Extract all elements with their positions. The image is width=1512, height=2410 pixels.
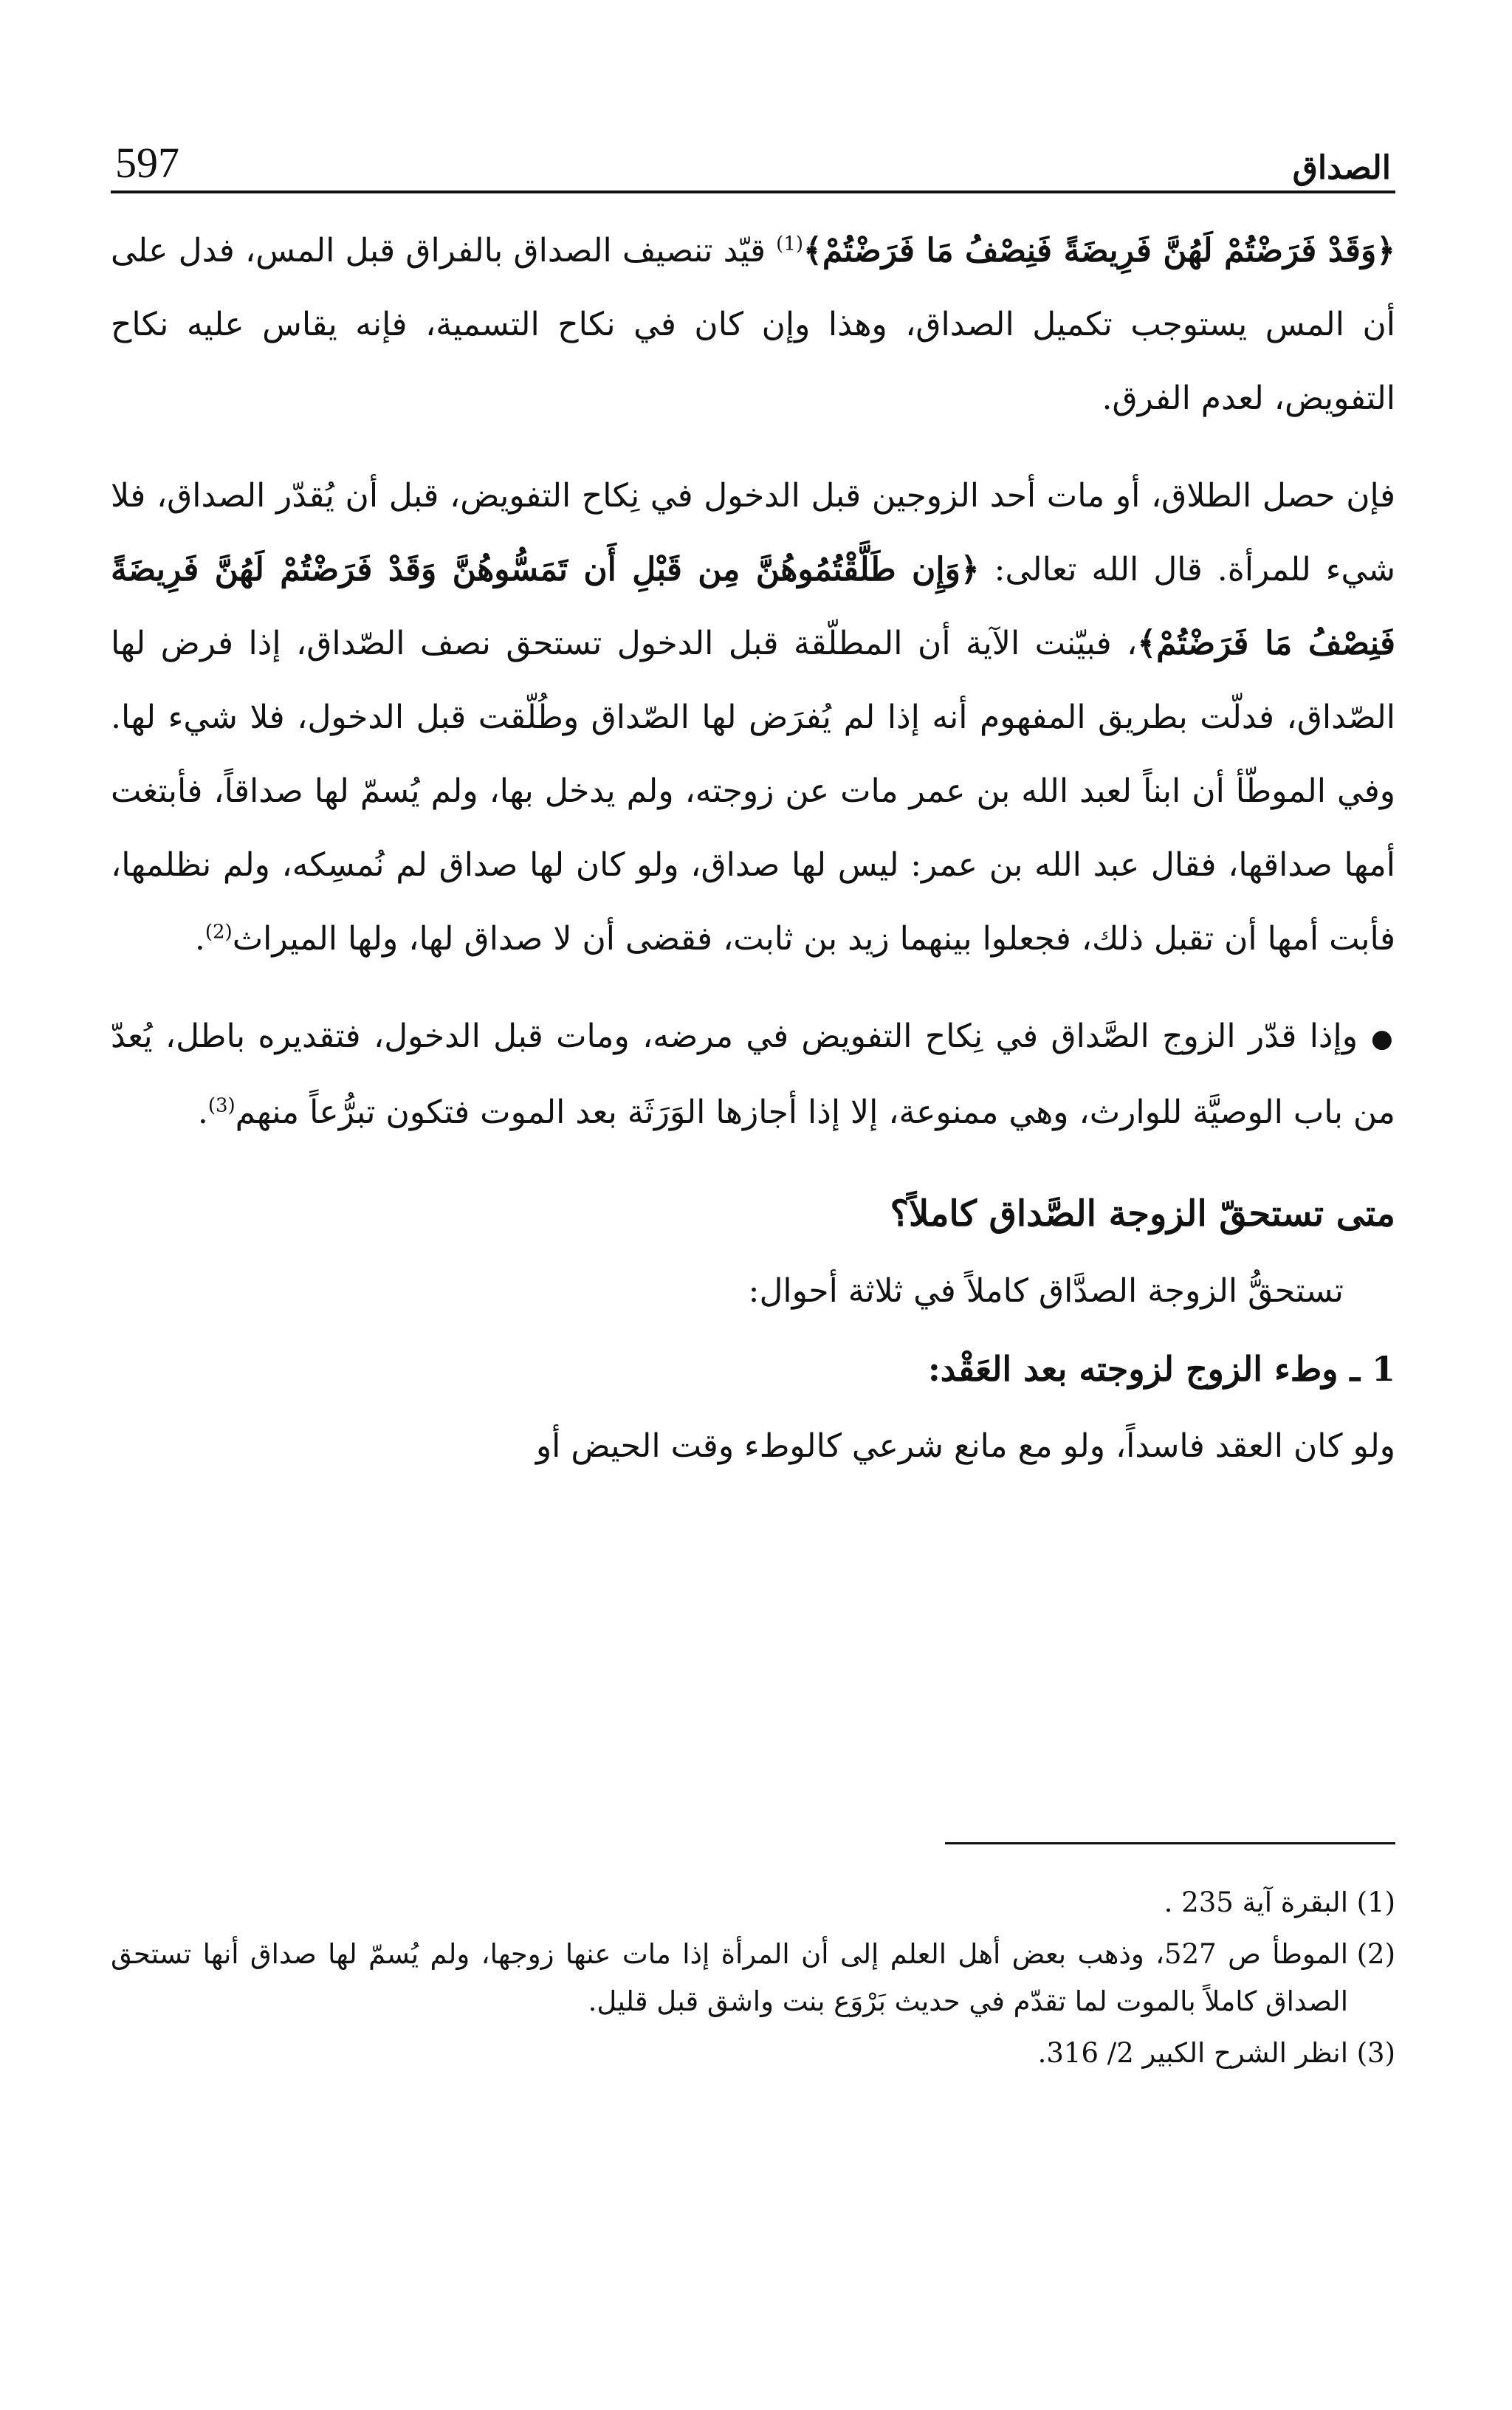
footnote-text: البقرة آية 235 . — [1164, 1887, 1348, 1918]
main-text — [111, 214, 1395, 1483]
paragraph-end: . — [194, 920, 205, 958]
continuation-line: ولو كان العقد فاسداً، ولو مع مانع شرعي كالوطء وقت الحيض أو — [535, 1427, 1395, 1465]
footnote-ref[interactable]: (1) — [776, 233, 804, 255]
paragraph-text: قيّد تنصيف الصداق بالفراق قبل المس، فدل على أن المس يستوجب تكميل الصداق، وهذا وإن كان في نكاح التسمية، فإنه يقاس عليه نكاح التفويض، لعدم الفرق. — [111, 232, 1395, 417]
page-header — [111, 111, 1395, 193]
footnote — [111, 2030, 1395, 2077]
footnote-text: الموطأ ص 527، وذهب بعض أهل العلم إلى أن المرأة إذا مات عنها زوجها، ولم يُسمّ لها صداق أنها تستحق الصداق كاملاً بالموت لما تقدّم في حديث بَرْوَع بنت واشق قبل قليل. — [111, 1938, 1348, 2017]
paragraph — [111, 459, 1395, 976]
footnote-ref[interactable]: (2) — [205, 921, 233, 944]
quran-verse: ﴿وَقَدْ فَرَضْتُمْ لَهُنَّ فَرِيضَةً فَنِصْفُ مَا فَرَضْتُمْ﴾ — [803, 232, 1395, 270]
paragraph — [111, 214, 1395, 436]
book-page — [111, 111, 1395, 2311]
footnote-divider — [945, 1842, 1395, 1844]
footnote-marker: (2) — [1356, 1938, 1395, 1970]
paragraph-end: . — [197, 1094, 208, 1131]
quran-verse: ﴿وَإِن طَلَّقْتُمُوهُنَّ مِن قَبْلِ أَن تَمَسُّوهُنَّ وَقَدْ فَرَضْتُمْ لَهُنَّ فَرِيضَةً فَنِصْفُ مَا فَرَضْتُمْ﴾ — [111, 551, 1396, 662]
footnotes — [111, 1879, 1395, 2081]
paragraph-text: ، فبيّنت الآية أن المطلّقة قبل الدخول تستحق نصف الصّداق، إذا فرض لها الصّداق، فدلّت بطريق المفهوم أنه إذا لم يُفرَض لها الصّداق وطُلّقت قبل الدخول، فلا شيء لها. وفي الموطّأ أن ابناً لعبد الله بن عمر مات عن زوجته، ولم يدخل بها، ولم يُسمّ لها صداقاً، فأبتغت أمها صداقها، فقال عبد الله بن عمر: ليس لها صداق، ولو كان لها صداق لم نُمسِكه، ولم نظلمها، فأبت أمها أن تقبل ذلك، فجعلوا بينهما زيد بن ثابت، فقضى أن لا صداق لها، ولها الميراث — [111, 625, 1396, 958]
paragraph-text: فإن حصل الطلاق، أو مات أحد الزوجين قبل الدخول في نِكاح التفويض، قبل أن يُقدّر الصداق، فلا شيء للمرأة. قال الله تعالى: — [111, 477, 1396, 588]
paragraph-text: وإذا قدّر الزوج الصَّداق في نِكاح التفويض في مرضه، ومات قبل الدخول، فتقديره باطل، يُعدّ من باب الوصيَّة للوارث، وهي ممنوعة، إلا إذا أجازها الوَرَثَة بعد الموت فتكون تبرُّعاً منهم — [111, 1017, 1395, 1131]
footnote-marker: (3) — [1356, 2037, 1395, 2069]
paragraph — [111, 1000, 1395, 1150]
subheading: 1 ـ وطء الزوج لزوجته بعد العَقْد: — [927, 1349, 1395, 1389]
section-heading: متى تستحقّ الزوجة الصَّداق كاملاً؟ — [890, 1193, 1395, 1235]
footnote-text: انظر الشرح الكبير 2/ 316. — [1037, 2037, 1348, 2069]
intro-line: تستحقُّ الزوجة الصدَّاق كاملاً في ثلاثة أحوال: — [748, 1272, 1344, 1310]
bullet-icon: ● — [1371, 1024, 1396, 1054]
footnote-ref[interactable]: (3) — [207, 1094, 236, 1117]
page-number: 597 — [115, 139, 179, 187]
footnote-marker: (1) — [1356, 1887, 1395, 1918]
footnote — [111, 1931, 1395, 2025]
running-title: الصداق — [1292, 149, 1391, 187]
footnote — [111, 1879, 1395, 1926]
